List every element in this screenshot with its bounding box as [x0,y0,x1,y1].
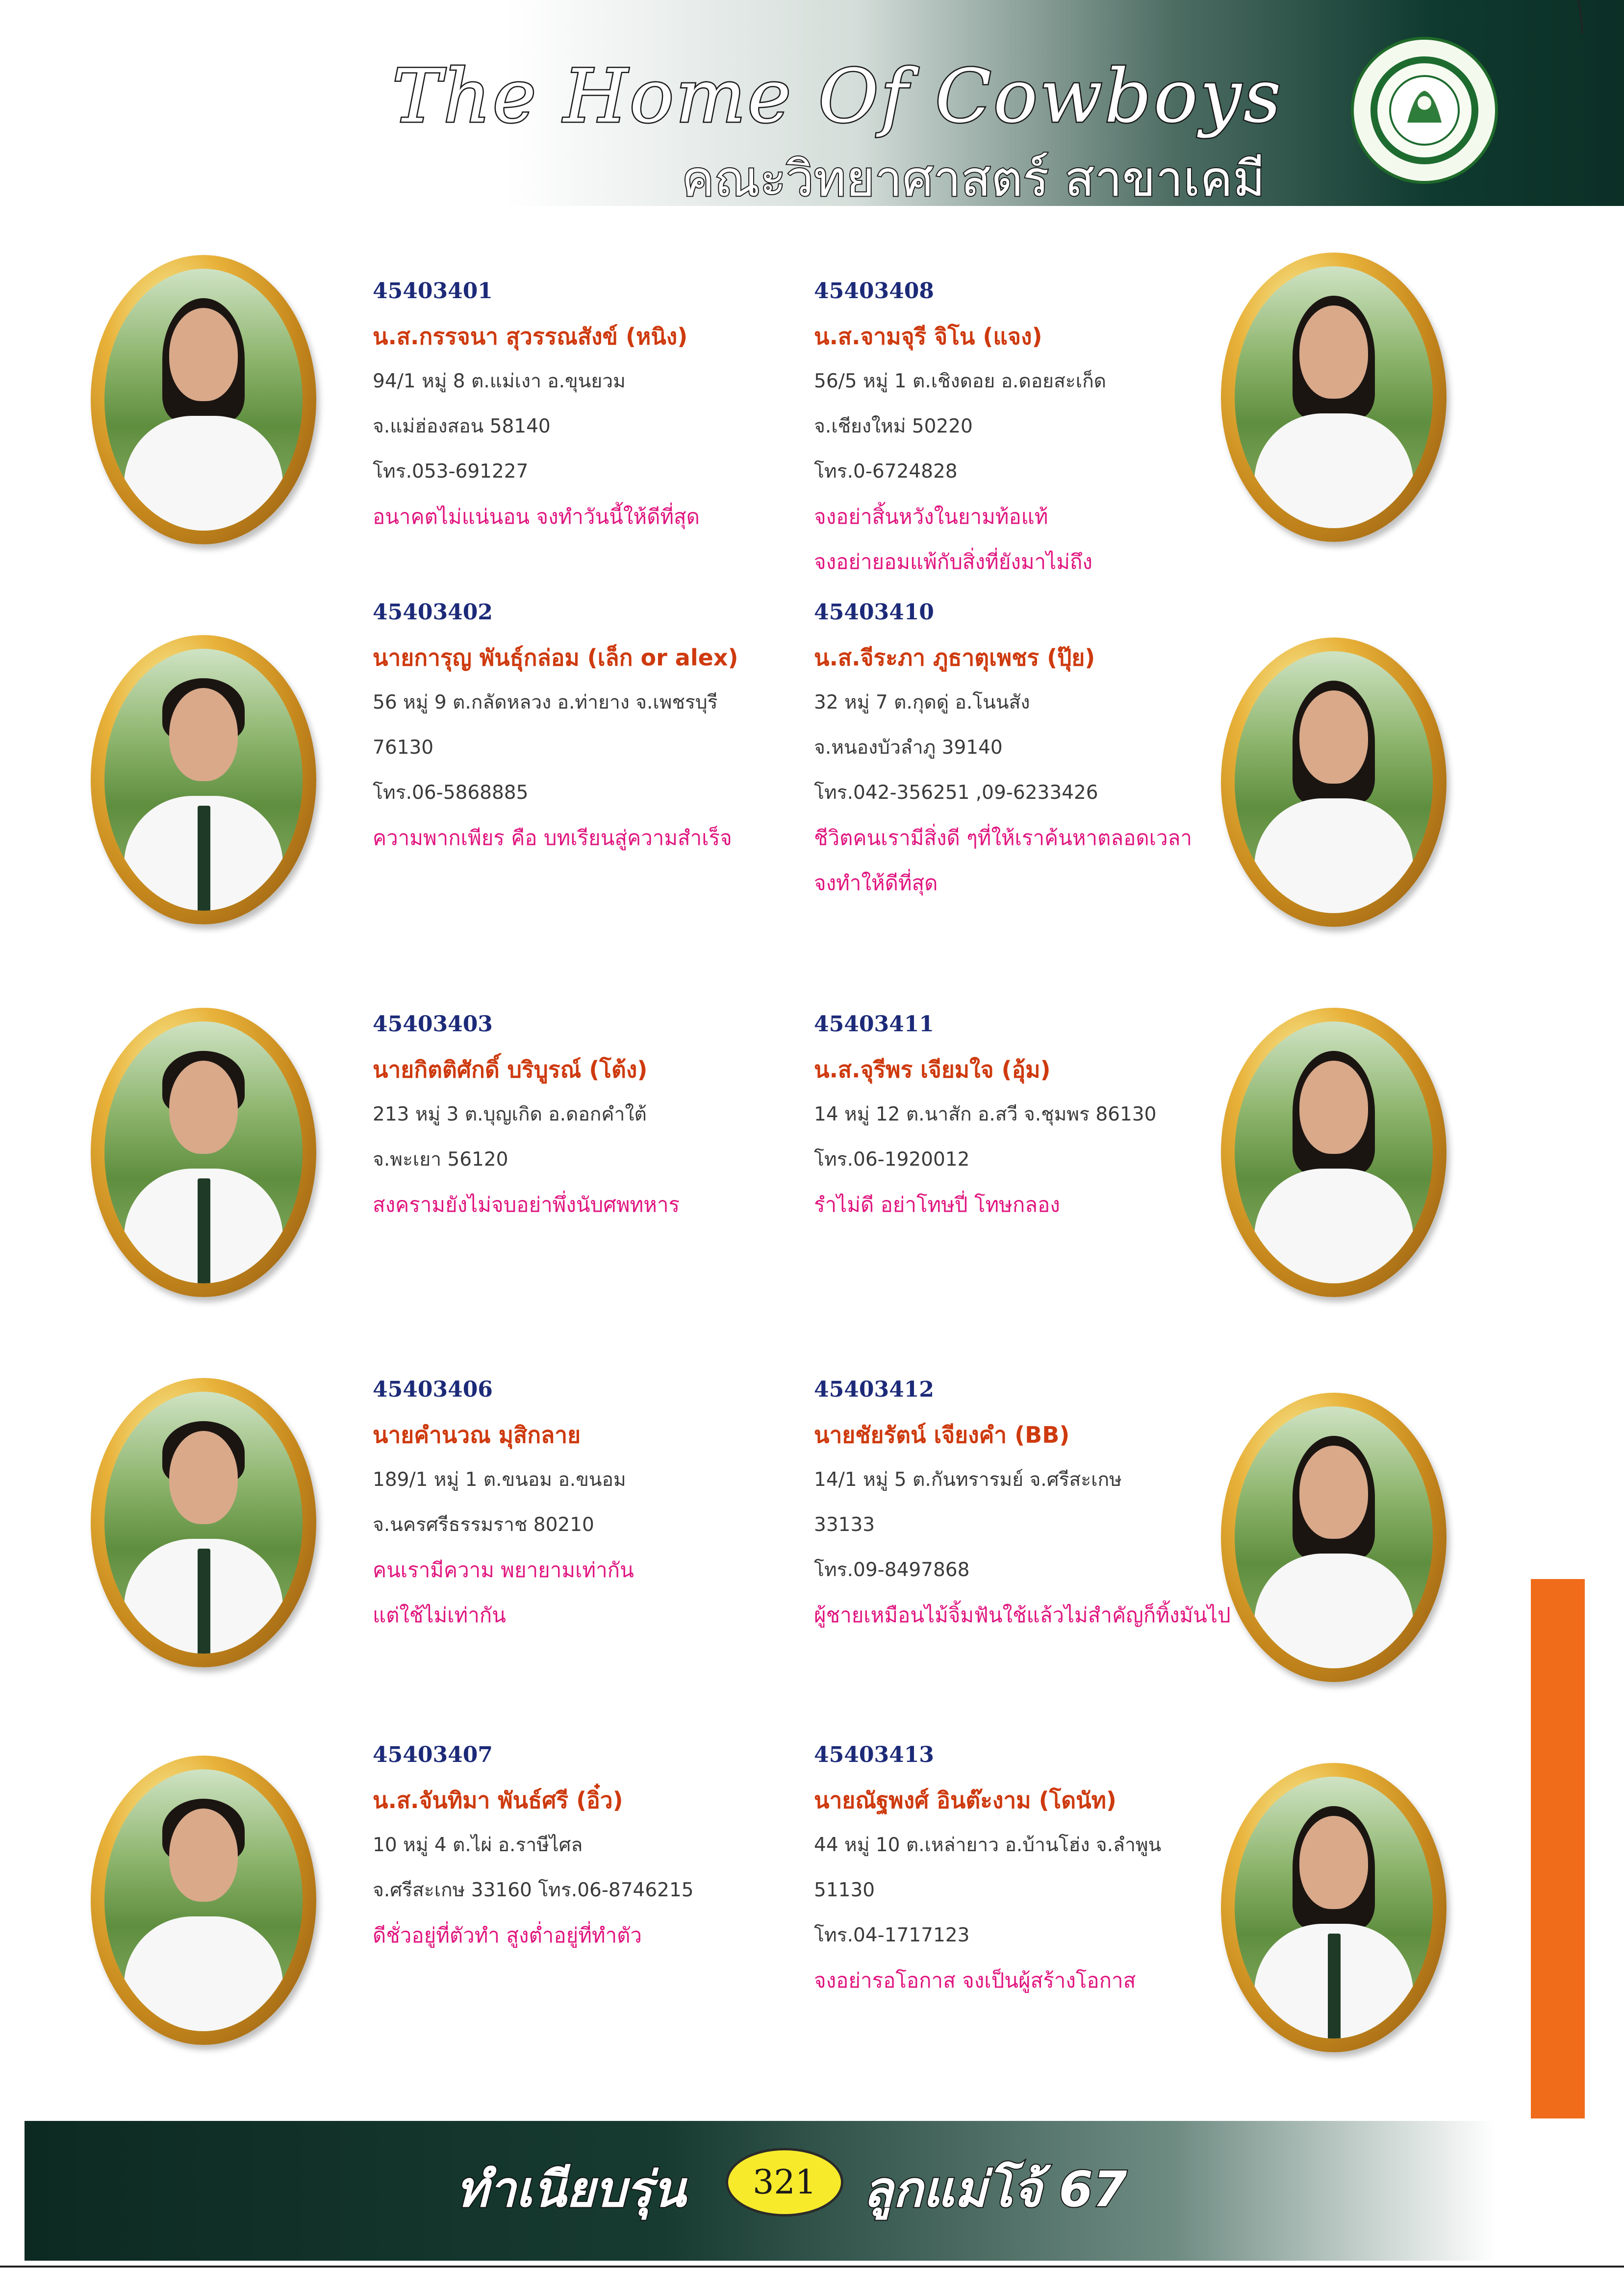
student-id: 45403410 [814,600,934,625]
student-name: น.ส.จันทิมา พันธ์ศรี (อิ๋ว) [373,1787,623,1813]
student-name: น.ส.จีระภา ภูธาตุเพชร (ปุ๊ย) [814,644,1095,671]
student-id: 45403403 [373,1012,493,1037]
address-line: 33133 [814,1514,875,1536]
page-crease-mark [1576,0,1584,34]
phone-line: โทร.0-6724828 [814,460,958,483]
student-entry [373,1733,694,1958]
university-logo [1351,37,1498,184]
student-photo [104,1769,303,2031]
address-line: จ.เชียงใหม่ 50220 [814,415,973,437]
portrait-frame [1221,1008,1446,1297]
section-side-tab [1531,1579,1585,2118]
student-entry [814,1367,1231,1638]
motto-line: สงครามยังไม่จบอย่าพึ่งนับศพทหาร [373,1193,680,1217]
portrait-frame [1221,253,1446,542]
student-entry [814,590,1192,906]
student-photo [1235,1406,1433,1668]
faculty-subtitle: คณะวิทยาศาสตร์ สาขาเคมี [682,150,1265,207]
page-number: 321 [753,2163,816,2202]
address-line: จ.นครศรีธรรมราช 80210 [373,1514,594,1536]
motto-line: จงอย่ารอโอกาส จงเป็นผู้สร้างโอกาส [814,1968,1136,1992]
motto-line: ดีชั่วอยู่ที่ตัวทำ สูงต่ำอยู่ที่ทำตัว [373,1923,642,1947]
student-entry [814,269,1106,585]
footer-class-name: ลูกแม่โจ้ 67 [863,2161,1127,2218]
student-photo [104,269,303,531]
address-line: 14 หมู่ 12 ต.นาสัก อ.สวี จ.ชุมพร 86130 [814,1103,1157,1125]
student-entry [373,590,738,861]
phone-line: โทร.06-5868885 [373,782,529,804]
phone-line: โทร.06-1920012 [814,1148,970,1171]
motto-line: จงอย่ายอมแพ้กับสิ่งที่ยังมาไม่ถึง [814,550,1092,574]
footer-yearbook-title: ทำเนียบรุ่น [456,2161,686,2218]
portrait-frame [91,635,316,924]
address-line: 44 หมู่ 10 ต.เหล่ายาว อ.บ้านโฮ่ง จ.ลำพูน [814,1834,1162,1856]
page-title: The Home Of Cowboys [392,54,1283,139]
portrait-frame [91,255,316,544]
phone-line: โทร.042-356251 ,09-6233426 [814,782,1098,804]
student-entry [814,1002,1156,1227]
phone-line: โทร.09-8497868 [814,1559,970,1581]
student-name: นายคำนวณ มุสิกลาย [373,1422,581,1448]
student-entry [373,269,700,539]
address-line: จ.พะเยา 56120 [373,1148,508,1171]
address-line: 14/1 หมู่ 5 ต.กันทรารมย์ จ.ศรีสะเกษ [814,1469,1122,1491]
student-name: น.ส.จุรีพร เจียมใจ (อุ้ม) [814,1056,1051,1083]
student-name: นายชัยรัตน์ เจียงคำ (BB) [814,1422,1070,1448]
student-photo [1235,651,1433,913]
motto-line: รำไม่ดี อย่าโทษปี่ โทษกลอง [814,1193,1060,1217]
motto-line: ชีวิตคนเรามีสิ่งดี ๆที่ให้เราค้นหาตลอดเวลา [814,826,1192,850]
student-id: 45403412 [814,1377,934,1402]
portrait-frame [1221,638,1446,927]
portrait-frame [91,1378,316,1667]
address-line: 213 หมู่ 3 ต.บุญเกิด อ.ดอกคำใต้ [373,1103,647,1125]
student-id: 45403407 [373,1742,493,1767]
motto-line: คนเรามีความ พยายามเท่ากัน [373,1558,634,1582]
phone-line: โทร.04-1717123 [814,1924,970,1946]
address-line: 32 หมู่ 7 ต.กุดดู่ อ.โนนสัง [814,691,1030,714]
address-line: 56/5 หมู่ 1 ต.เชิงดอย อ.ดอยสะเก็ด [814,370,1107,392]
student-photo [104,649,303,911]
student-name: นายณัฐพงศ์ อินต๊ะงาม (โดนัท) [814,1787,1116,1813]
student-name: น.ส.จามจุรี จิโน (แจง) [814,323,1042,350]
student-id: 45403406 [373,1377,493,1402]
student-name: นายกิตติศักดิ์ บริบูรณ์ (โต้ง) [373,1056,648,1083]
portrait-frame [1221,1393,1446,1682]
address-line: 10 หมู่ 4 ต.ไผ่ อ.ราษีไศล [373,1834,583,1856]
student-photo [1235,1777,1433,2039]
portrait-frame [91,1008,316,1297]
student-id: 45403408 [814,279,934,304]
address-line: จ.หนองบัวลำภู 39140 [814,737,1003,759]
motto-line: แต่ใช้ไม่เท่ากัน [373,1603,506,1627]
page-number-badge [726,2148,843,2217]
address-line: 189/1 หมู่ 1 ต.ขนอม อ.ขนอม [373,1469,626,1491]
portrait-frame [91,1756,316,2045]
student-entry [373,1002,680,1227]
student-id: 45403411 [814,1012,934,1037]
student-photo [104,1021,303,1283]
student-photo [1235,1021,1433,1283]
student-entry [814,1733,1161,2003]
phone-line: โทร.053-691227 [373,460,529,483]
page-bottom-rule [0,2266,1624,2268]
student-id: 45403401 [373,279,493,304]
motto-line: จงอย่าสิ้นหวังในยามท้อแท้ [814,505,1048,529]
logo-emblem-icon [1370,56,1478,164]
address-line: จ.ศรีสะเกษ 33160 โทร.06-8746215 [373,1879,694,1901]
address-line: 76130 [373,737,434,759]
address-line: 94/1 หมู่ 8 ต.แม่เงา อ.ขุนยวม [373,370,626,392]
motto-line: อนาคตไม่แน่นอน จงทำวันนี้ให้ดีที่สุด [373,505,700,529]
motto-line: จงทำให้ดีที่สุด [814,871,938,895]
student-name: น.ส.กรรจนา สุวรรณสังข์ (หนิง) [373,323,688,350]
student-id: 45403413 [814,1742,934,1767]
address-line: จ.แม่ฮ่องสอน 58140 [373,415,551,437]
logo-seal-icon [1388,74,1461,147]
student-photo [1235,266,1433,528]
student-id: 45403402 [373,600,493,625]
student-entry [373,1367,634,1638]
address-line: 51130 [814,1879,875,1901]
motto-line: ความพากเพียร คือ บทเรียนสู่ความสำเร็จ [373,826,732,850]
portrait-frame [1221,1763,1446,2052]
motto-line: ผู้ชายเหมือนไม้จิ้มฟันใช้แล้วไม่สำคัญก็ทิ้งมันไป [814,1603,1231,1627]
student-name: นายการุญ พันธุ์กล่อม (เล็ก or alex) [373,644,738,671]
student-photo [104,1392,303,1654]
address-line: 56 หมู่ 9 ต.กลัดหลวง อ.ท่ายาง จ.เพชรบุรี [373,691,718,714]
